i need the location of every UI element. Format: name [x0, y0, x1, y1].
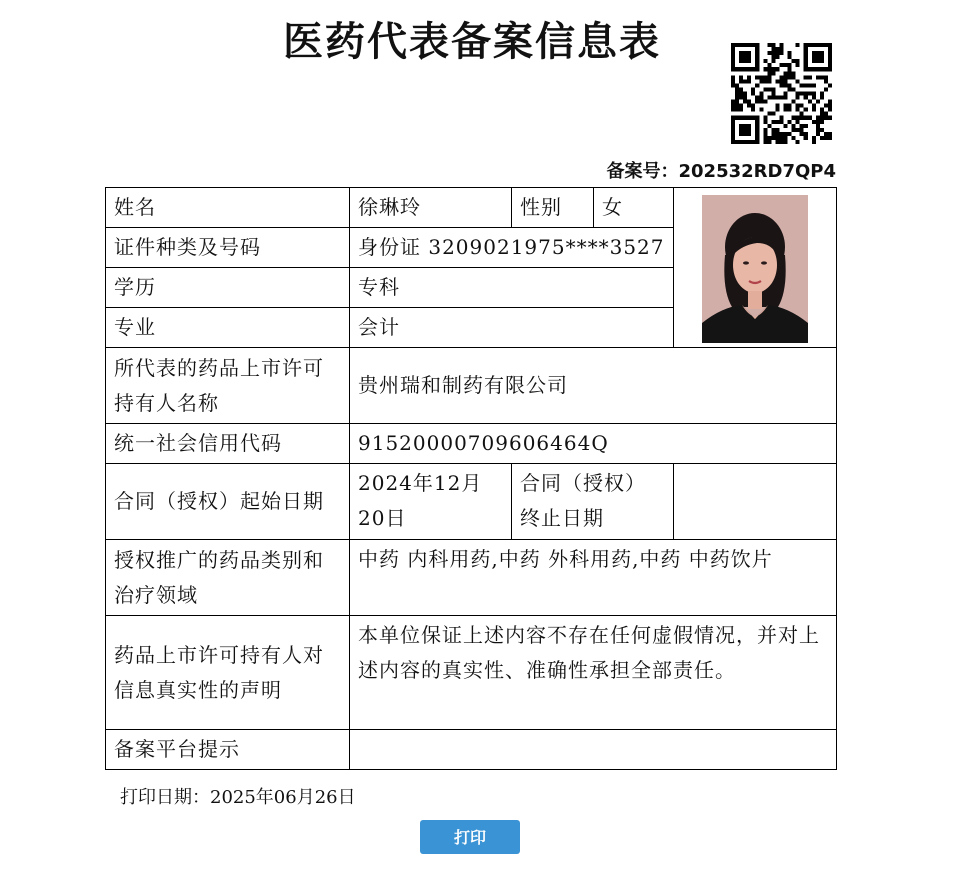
platform-label: 备案平台提示	[106, 730, 350, 770]
credit-code-label: 统一社会信用代码	[106, 424, 350, 464]
gender-label: 性别	[512, 188, 594, 228]
education-label: 学历	[106, 268, 350, 308]
category-label: 授权推广的药品类别和治疗领域	[106, 540, 350, 616]
contract-start-value: 2024年12月20日	[350, 464, 512, 540]
id-label: 证件种类及号码	[106, 228, 350, 268]
name-label: 姓名	[106, 188, 350, 228]
id-value: 身份证 3209021975****3527	[350, 228, 674, 268]
id-photo	[702, 195, 808, 343]
major-value: 会计	[350, 308, 674, 348]
record-number-label: 备案号：	[606, 161, 679, 182]
page-title: 医药代表备案信息表	[283, 19, 661, 65]
print-date	[120, 783, 356, 809]
holder-label: 所代表的药品上市许可持有人名称	[106, 348, 350, 424]
gender-value: 女	[594, 188, 674, 228]
contract-end-label: 合同（授权）终止日期	[512, 464, 674, 540]
major-label: 专业	[106, 308, 350, 348]
category-value: 中药 内科用药,中药 外科用药,中药 中药饮片	[350, 540, 837, 616]
education-value: 专科	[350, 268, 674, 308]
credit-code-value: 91520000709606464Q	[350, 424, 837, 464]
qr-code-icon	[731, 43, 832, 144]
name-value: 徐琳玲	[350, 188, 512, 228]
holder-value: 贵州瑞和制药有限公司	[350, 348, 837, 424]
photo-cell	[674, 188, 837, 348]
print-date-label: 打印日期：	[120, 787, 210, 808]
info-table	[105, 187, 837, 770]
print-date-value: 2025年06月26日	[210, 787, 356, 808]
record-number	[607, 157, 837, 183]
print-button[interactable]: 打印	[420, 820, 520, 854]
statement-value: 本单位保证上述内容不存在任何虚假情况，并对上述内容的真实性、准确性承担全部责任。	[350, 616, 837, 730]
record-number-value: 202532RD7QP4	[678, 161, 836, 182]
contract-end-value	[674, 464, 837, 540]
statement-label: 药品上市许可持有人对信息真实性的声明	[106, 616, 350, 730]
platform-value	[350, 730, 837, 770]
contract-start-label: 合同（授权）起始日期	[106, 464, 350, 540]
